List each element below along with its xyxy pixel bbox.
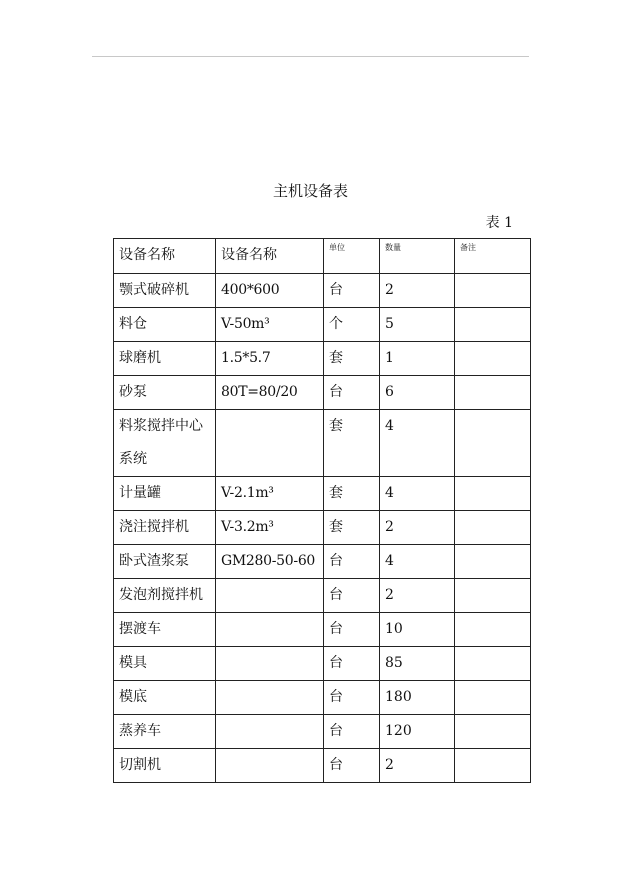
cell-note xyxy=(455,477,531,511)
cell-unit: 台 xyxy=(324,715,380,749)
cell-note xyxy=(455,749,531,783)
cell-qty: 4 xyxy=(380,545,455,579)
cell-name: 摆渡车 xyxy=(114,613,216,647)
cell-spec xyxy=(216,579,324,613)
cell-qty: 2 xyxy=(380,511,455,545)
cell-unit: 套 xyxy=(324,477,380,511)
cell-unit: 台 xyxy=(324,545,380,579)
header-cell-spec: 设备名称 xyxy=(216,239,324,274)
cell-note xyxy=(455,715,531,749)
cell-spec xyxy=(216,715,324,749)
cell-name: 砂泵 xyxy=(114,376,216,410)
cell-qty: 85 xyxy=(380,647,455,681)
cell-name: 模底 xyxy=(114,681,216,715)
cell-spec: V-3.2m³ xyxy=(216,511,324,545)
cell-note xyxy=(455,545,531,579)
cell-spec: V-2.1m³ xyxy=(216,477,324,511)
cell-name: 料浆搅拌中心系统 xyxy=(114,410,216,477)
cell-qty: 10 xyxy=(380,613,455,647)
cell-spec: V-50m³ xyxy=(216,308,324,342)
cell-note xyxy=(455,410,531,477)
table-header-row xyxy=(114,239,531,274)
cell-qty: 120 xyxy=(380,715,455,749)
page-title: 主机设备表 xyxy=(272,182,348,200)
cell-spec xyxy=(216,749,324,783)
cell-note xyxy=(455,376,531,410)
cell-name: 料仓 xyxy=(114,308,216,342)
cell-spec: 1.5*5.7 xyxy=(216,342,324,376)
table-row xyxy=(114,715,531,749)
cell-note xyxy=(455,647,531,681)
cell-spec xyxy=(216,613,324,647)
cell-spec: GM280-50-60 xyxy=(216,545,324,579)
table-row xyxy=(114,511,531,545)
cell-note xyxy=(455,274,531,308)
cell-unit: 个 xyxy=(324,308,380,342)
table-row xyxy=(114,477,531,511)
cell-unit: 台 xyxy=(324,613,380,647)
cell-spec xyxy=(216,681,324,715)
table-row xyxy=(114,579,531,613)
table-row xyxy=(114,545,531,579)
cell-spec: 80T=80/20 xyxy=(216,376,324,410)
header-cell-note: 备注 xyxy=(455,239,531,274)
equipment-table xyxy=(113,238,531,783)
cell-unit: 台 xyxy=(324,579,380,613)
cell-unit: 台 xyxy=(324,274,380,308)
cell-qty: 4 xyxy=(380,477,455,511)
table-row xyxy=(114,308,531,342)
cell-name: 蒸养车 xyxy=(114,715,216,749)
cell-name: 卧式渣浆泵 xyxy=(114,545,216,579)
cell-spec xyxy=(216,410,324,477)
cell-name: 发泡剂搅拌机 xyxy=(114,579,216,613)
cell-unit: 台 xyxy=(324,749,380,783)
header-cell-name: 设备名称 xyxy=(114,239,216,274)
cell-note xyxy=(455,681,531,715)
cell-spec xyxy=(216,647,324,681)
cell-qty: 5 xyxy=(380,308,455,342)
cell-note xyxy=(455,613,531,647)
cell-qty: 2 xyxy=(380,579,455,613)
cell-qty: 2 xyxy=(380,274,455,308)
cell-unit: 套 xyxy=(324,410,380,477)
table-number: 表 1 xyxy=(485,215,513,231)
table-row xyxy=(114,410,531,477)
cell-note xyxy=(455,308,531,342)
cell-qty: 2 xyxy=(380,749,455,783)
table-row xyxy=(114,647,531,681)
cell-name: 颚式破碎机 xyxy=(114,274,216,308)
cell-unit: 台 xyxy=(324,647,380,681)
table-row xyxy=(114,274,531,308)
header-cell-unit: 单位 xyxy=(324,239,380,274)
cell-qty: 180 xyxy=(380,681,455,715)
cell-name: 模具 xyxy=(114,647,216,681)
header-rule xyxy=(92,56,529,57)
cell-note xyxy=(455,511,531,545)
cell-unit: 套 xyxy=(324,511,380,545)
cell-spec: 400*600 xyxy=(216,274,324,308)
cell-note xyxy=(455,579,531,613)
header-cell-qty: 数量 xyxy=(380,239,455,274)
cell-qty: 1 xyxy=(380,342,455,376)
cell-note xyxy=(455,342,531,376)
table-row xyxy=(114,749,531,783)
table-row xyxy=(114,613,531,647)
table-row xyxy=(114,376,531,410)
table-row xyxy=(114,681,531,715)
cell-unit: 台 xyxy=(324,376,380,410)
cell-qty: 4 xyxy=(380,410,455,477)
cell-unit: 套 xyxy=(324,342,380,376)
cell-name: 切割机 xyxy=(114,749,216,783)
table-row xyxy=(114,342,531,376)
cell-qty: 6 xyxy=(380,376,455,410)
cell-unit: 台 xyxy=(324,681,380,715)
cell-name: 浇注搅拌机 xyxy=(114,511,216,545)
cell-name: 计量罐 xyxy=(114,477,216,511)
cell-name: 球磨机 xyxy=(114,342,216,376)
